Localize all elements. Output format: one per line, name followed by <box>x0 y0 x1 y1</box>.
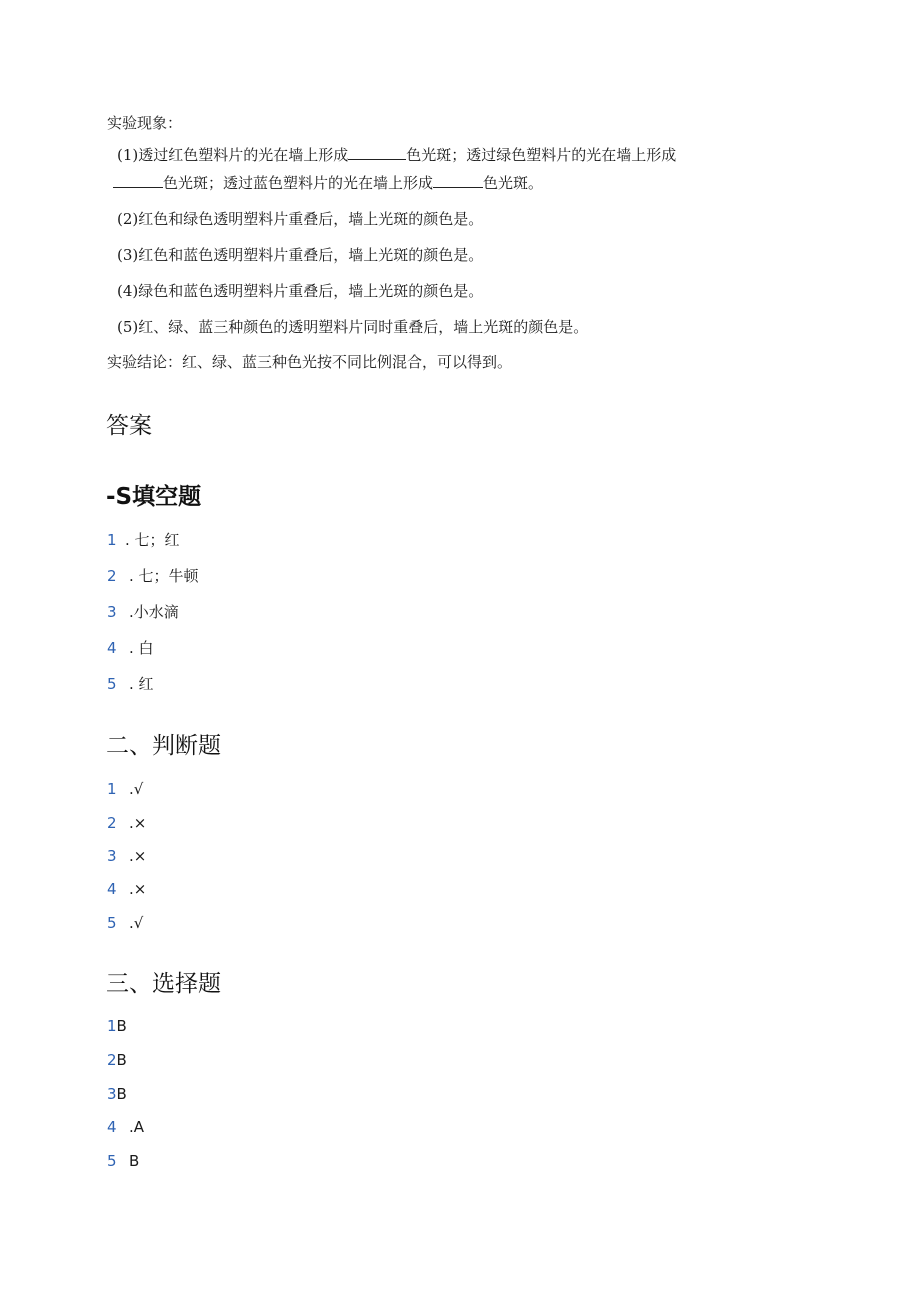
list-item <box>107 602 179 622</box>
question-5: (5)红、绿、蓝三种颜色的透明塑料片同时重叠后，墙上光斑的颜色是。 <box>117 318 589 336</box>
question-3: (3)红色和蓝色透明塑料片重叠后，墙上光斑的颜色是。 <box>117 246 484 264</box>
item-answer: . 白 <box>129 639 154 657</box>
answers-title: 答案 <box>106 413 152 439</box>
item-number: 2 <box>107 1051 117 1069</box>
item-number: 1 <box>107 1017 117 1035</box>
item-answer: .× <box>129 847 147 865</box>
item-number: 5 <box>107 1152 117 1170</box>
list-item <box>107 674 154 694</box>
item-answer: . 七；牛顿 <box>129 567 199 585</box>
list-item <box>107 1117 144 1137</box>
answer-blank <box>348 145 406 160</box>
question-1-text-c: 色光斑；透过蓝色塑料片的光在墙上形成 <box>163 174 434 192</box>
experiment-phenomenon-label: 实验现象： <box>107 114 183 132</box>
list-item <box>107 566 199 586</box>
list-item <box>107 846 146 866</box>
item-number: 4 <box>107 880 117 898</box>
item-number: 5 <box>107 914 117 932</box>
item-answer: .√ <box>129 914 144 932</box>
question-1-line-1 <box>117 145 676 165</box>
item-number: 1 <box>107 531 117 549</box>
item-answer: B <box>116 1051 127 1069</box>
list-item <box>107 1016 127 1036</box>
item-answer: .× <box>129 880 147 898</box>
answer-blank <box>433 173 483 188</box>
question-1-line-2 <box>113 173 543 193</box>
item-number: 2 <box>107 567 117 585</box>
answer-blank <box>113 173 163 188</box>
item-answer: B <box>116 1085 127 1103</box>
question-4: (4)绿色和蓝色透明塑料片重叠后，墙上光斑的颜色是。 <box>117 282 484 300</box>
item-number: 1 <box>107 780 117 798</box>
question-1-text-b: 色光斑；透过绿色塑料片的光在墙上形成 <box>406 146 677 164</box>
item-answer: . 七；红 <box>125 531 180 549</box>
item-answer: .√ <box>129 780 144 798</box>
item-number: 3 <box>107 603 117 621</box>
item-answer: .× <box>129 814 147 832</box>
item-number: 5 <box>107 675 117 693</box>
fill-blank-section-title: -S填空题 <box>106 484 202 510</box>
item-answer: . 红 <box>129 675 154 693</box>
list-item <box>107 530 180 550</box>
list-item <box>107 1151 139 1171</box>
item-answer: B <box>116 1017 127 1035</box>
question-2: (2)红色和绿色透明塑料片重叠后，墙上光斑的颜色是。 <box>117 210 484 228</box>
choice-section-title: 三、选择题 <box>106 971 221 997</box>
item-number: 4 <box>107 639 117 657</box>
item-number: 2 <box>107 814 117 832</box>
item-number: 3 <box>107 847 117 865</box>
item-answer: B <box>129 1152 140 1170</box>
list-item <box>107 638 154 658</box>
list-item <box>107 813 146 833</box>
item-number: 4 <box>107 1118 117 1136</box>
item-number: 3 <box>107 1085 117 1103</box>
list-item <box>107 1050 127 1070</box>
item-answer: .A <box>129 1118 145 1136</box>
experiment-conclusion: 实验结论：红、绿、蓝三种色光按不同比例混合，可以得到。 <box>107 353 513 371</box>
item-answer: .小水滴 <box>129 603 179 621</box>
judgment-section-title: 二、判断题 <box>106 733 221 759</box>
question-1-text-a: (1)透过红色塑料片的光在墙上形成 <box>117 146 349 164</box>
list-item <box>107 879 146 899</box>
list-item <box>107 779 143 799</box>
list-item <box>107 1084 127 1104</box>
list-item <box>107 913 143 933</box>
question-1-text-d: 色光斑。 <box>483 174 544 192</box>
